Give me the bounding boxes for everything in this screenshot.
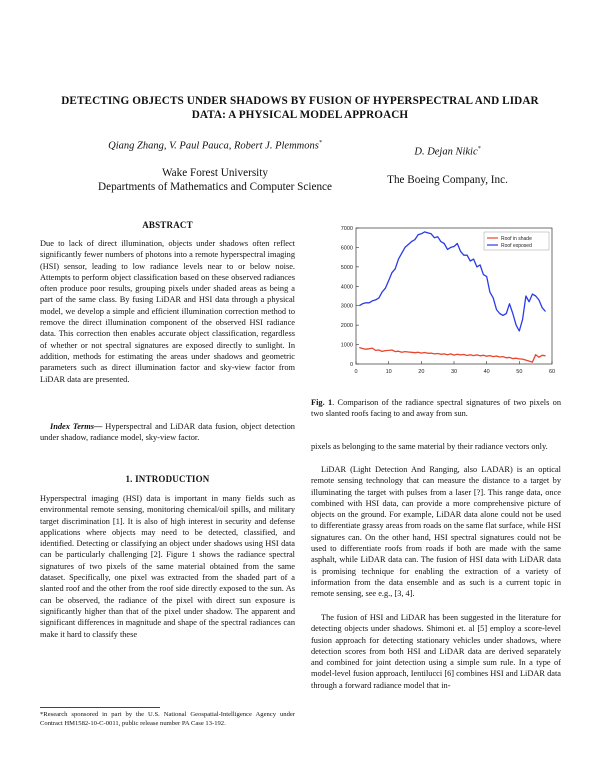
affiliation-left	[85, 166, 345, 194]
abstract-body: Due to lack of direct illumination, objects under shadows often reflect significantly fewer numbers of photons into a remote hyperspectral imaging (HSI) sensor, leading to low radiance levels near to or below noise. Attempts to perform object classification based on these observed radiances often produce poor results, grouping pixels under shaded areas as being a part of the same class. By fusing LiDAR and HSI data through a physical model, we develop a simple and efficient illumination correction method to remove the direct illumination component of the observed HSI radiance data. This correction then enables accurate object classification, regardless of whether or not spectral signatures are exposed directly to sunlight. In addition, methods for estimating the areas under shadows and geometric parameters such as direct illumination factor and sky-view factor from LiDAR data are presented.	[40, 239, 295, 384]
introduction-heading: 1. INTRODUCTION	[125, 474, 210, 484]
legend-label: Roof in shade	[501, 236, 532, 242]
y-tick-label: 2000	[340, 323, 353, 330]
y-tick-label: 3000	[340, 303, 353, 310]
y-tick-label: 4000	[340, 284, 353, 291]
x-tick-label: 40	[483, 369, 490, 375]
figure-1-caption	[311, 397, 561, 420]
authors-right	[360, 146, 535, 158]
authors-left	[85, 140, 345, 152]
index-terms	[40, 421, 295, 444]
x-tick-label: 50	[516, 369, 523, 375]
authors-right-footnote-mark: *	[477, 146, 481, 152]
x-tick-label: 0	[354, 369, 358, 375]
figure-1-caption-label: Fig. 1	[311, 398, 333, 407]
paper-title-line-2: DATA: A PHYSICAL MODEL APPROACH	[191, 109, 409, 121]
y-tick-label: 0	[349, 362, 353, 368]
paper-title	[40, 94, 560, 122]
affiliation-right	[360, 173, 535, 187]
legend-label: Roof exposed	[501, 243, 532, 249]
index-terms-text: Hyperspectral and LiDAR data fusion, object detection under shadow, radiance model, sky-view factor.	[40, 422, 295, 443]
figure-1-caption-text: . Comparison of the radiance spectral signatures of two pixels on two slanted roofs facing to and away from sun.	[311, 398, 561, 419]
series-line-roof-in-shade	[359, 348, 545, 363]
authors-left-names: Qiang Zhang, V. Paul Pauca, Robert J. Plemmons	[108, 140, 319, 152]
figure-1-chart	[330, 222, 560, 387]
introduction-paragraph-1: Hyperspectral imaging (HSI) data is important in many fields such as environmental remote sensing, monitoring chemical/oil spills, and military target discrimination [1]. It is also of high interest in security and defense applications where objects may need to be detected, classified, and identified. Detecting or classifying an object under shadows using HSI data can be particularly challenging [2]. Figure 1 shows the radiance spectral signatures of two pixels of the same material obtained from the same dataset. Specifically, one pixel was extracted from the shaded part of a slanted roof and the other from the roof side directly exposed to the sun. As can be observed, the radiance of the pixel with direct sun exposure is significantly higher than that of the pixel under shadow. The apparent and significant differences in magnitude and shape of the spectral radiances can make it hard to classify these	[40, 494, 295, 639]
authors-left-footnote-mark: *	[318, 140, 322, 146]
footnote-rule	[40, 707, 160, 708]
index-terms-label: Index Terms—	[50, 422, 103, 431]
authors-right-names: D. Dejan Nikic	[414, 146, 478, 158]
y-tick-label: 1000	[340, 342, 353, 349]
affiliation-left-university: Wake Forest University	[162, 167, 268, 179]
affiliation-right-company: The Boeing Company, Inc.	[387, 174, 508, 186]
right-column-paragraph-1: LiDAR (Light Detection And Ranging, also LADAR) is an optical remote sensing technology that can measure the distance to a target by illuminating the target with pulses from a laser [?]. This range data, once combined with HSI data, can provide a more comprehensive picture of objects on the ground. For example, LiDAR data alone could not be used to differentiate grassy areas from roads on the same flat surface, while HSI signatures can. On the other hand, HSI spectral signatures could not be used to differentiate roofs from roads if both are made with the same asphalt, while LiDAR data can. The fusion of HSI data with LiDAR data is promising technique for enabling the extraction of a variety of information from the data ensemble and as such is a current topic in remote sensing, see e.g., [3, 4].	[311, 465, 561, 599]
x-tick-label: 30	[450, 369, 458, 375]
y-tick-label: 6000	[340, 245, 353, 252]
x-tick-label: 20	[418, 369, 425, 375]
right-column-paragraph-0: pixels as belonging to the same material by their radiance vectors only.	[311, 442, 548, 451]
y-tick-label: 7000	[340, 226, 353, 232]
paper-title-line-1: DETECTING OBJECTS UNDER SHADOWS BY FUSION OF HYPERSPECTRAL AND LIDAR	[61, 95, 539, 107]
y-tick-label: 5000	[340, 264, 353, 271]
x-tick-label: 10	[385, 369, 392, 375]
right-column-paragraph-2: The fusion of HSI and LiDAR has been suggested in the literature for detecting objects under shadows. Shimoni et. al [5] employ a score-level fusion approach for detecting stationary vehicles under shadows, where detection scores from both HSI and LiDAR data are derived separately and combined for joint detection using a simple sum rule. In a type of model-level fusion approach, Ientilucci [6] combines HSI and LiDAR data through a forward radiance model that in-	[311, 613, 561, 690]
affiliation-left-department: Departments of Mathematics and Computer Science	[98, 181, 332, 193]
abstract-heading: ABSTRACT	[142, 220, 193, 230]
footnote: *Research sponsored in part by the U.S. National Geospatial-Intelligence Agency under Contract HM1582-10-C-0011, public release number PA Case 13-192.	[40, 711, 295, 727]
chart-plot-area	[341, 226, 555, 375]
x-tick-label: 60	[548, 369, 556, 375]
